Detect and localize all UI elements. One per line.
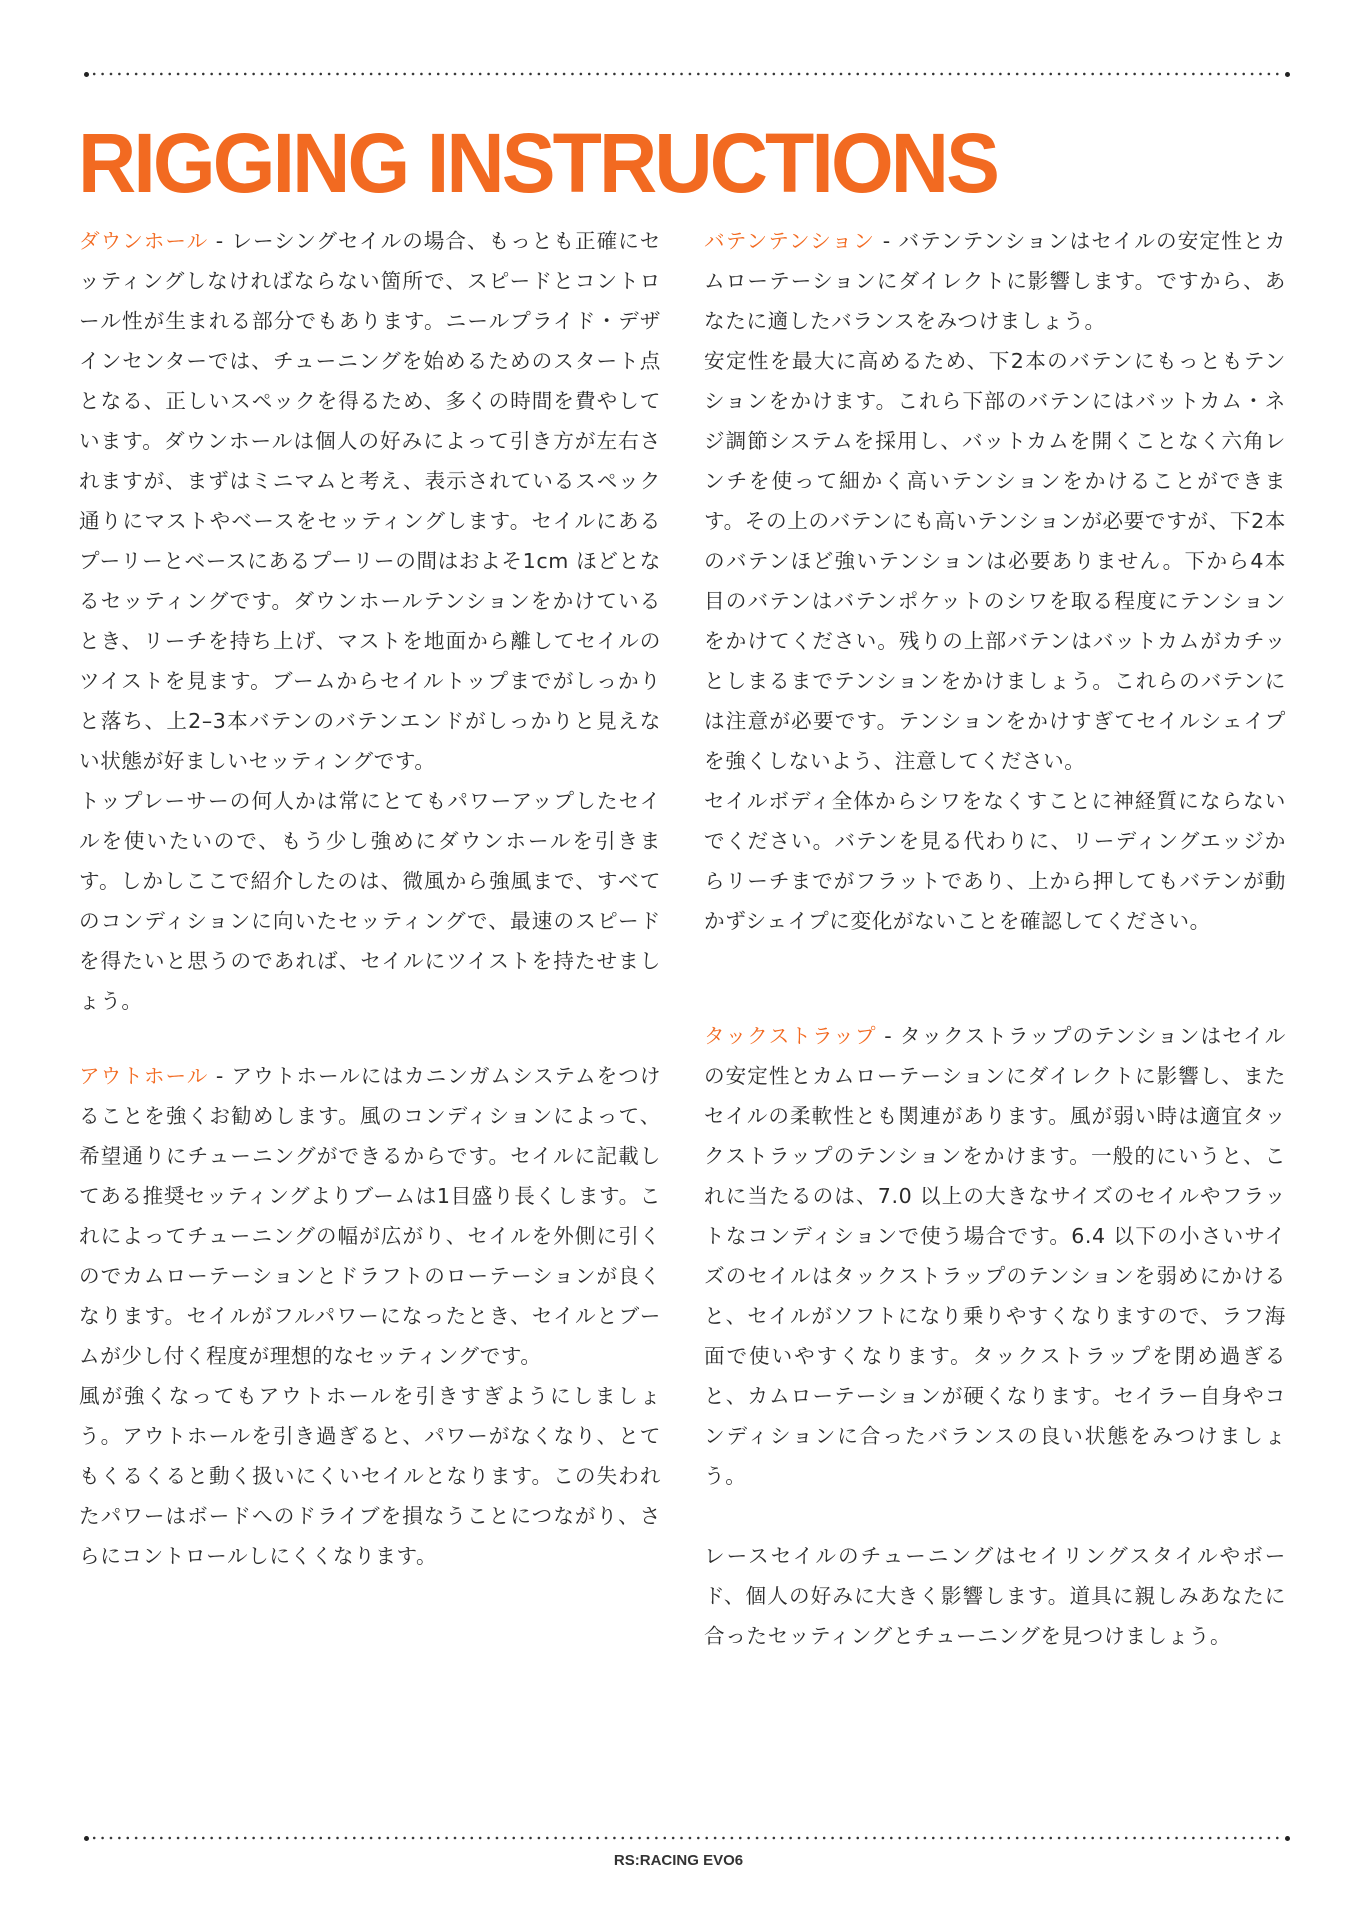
outhaul-paragraph-1: [79, 1056, 661, 1376]
tuning-summary-paragraph: レースセイルのチューニングはセイリングスタイルやボード、個人の好みに大きく影響します。道具に親しみあなたに合ったセッティングとチューニングを見つけましょう。: [704, 1544, 1286, 1648]
downhaul-paragraph-2: トップレーサーの何人かは常にとてもパワーアップしたセイルを使いたいので、もう少し強めにダウンホールを引きます。しかしここで紹介したのは、微風から強風まで、すべてのコンディションに向いたセッティングで、最速のスピードを得たいと思うのであれば、セイルにツイストを持たせましょう。: [79, 789, 661, 1013]
downhaul-heading: ダウンホール: [79, 229, 209, 253]
downhaul-paragraph-1: [79, 221, 661, 781]
batten-dash: -: [875, 229, 899, 253]
paragraph-spacer: [704, 1496, 1286, 1536]
batten-section: [704, 221, 1286, 941]
downhaul-section: [79, 221, 661, 1021]
bottom-dotted-rule: [90, 1835, 1284, 1841]
outhaul-dash: -: [208, 1064, 232, 1088]
outhaul-text-1: アウトホールにはカニンガムシステムをつけることを強くお勧めします。風のコンディションによって、希望通りにチューニングができるからです。セイルに記載してある推奨セッティングよりブームは1目盛り長くします。これによってチューニングの幅が広がり、セイルを外側に引くのでカムローテーションとドラフトのローテーションが良くなります。セイルがフルパワーになったとき、セイルとブームが少し付く程度が理想的なセッティングです。: [79, 1064, 662, 1368]
tack-strap-section: [704, 1016, 1286, 1656]
batten-paragraph-1: [704, 221, 1286, 341]
page-title: RIGGING INSTRUCTIONS: [78, 116, 998, 210]
batten-paragraph-2: 安定性を最大に高めるため、下2本のバテンにもっともテンションをかけます。これら下部のバテンにはバットカム・ネジ調節システムを採用し、バットカムを開くことなく六角レンチを使って細かく高いテンションをかけることができます。その上のバテンにも高いテンションが必要ですが、下2本のバテンほど強いテンションは必要ありません。下から4本目のバテンはバテンポケットのシワを取る程度にテンションをかけてください。残りの上部バテンはバットカムがカチッとしまるまでテンションをかけましょう。これらのバテンには注意が必要です。テンションをかけすぎてセイルシェイプを強くしないよう、注意してください。: [704, 349, 1286, 773]
tack-strap-paragraph-1: [704, 1016, 1286, 1496]
top-dotted-rule: [90, 71, 1284, 77]
batten-heading: バテンテンション: [704, 229, 876, 253]
tack-strap-text-1: タックストラップのテンションはセイルの安定性とカムローテーションにダイレクトに影響し、またセイルの柔軟性とも関連があります。風が弱い時は適宜タックストラップのテンションをかけます。一般的にいうと、これに当たるのは、7.0 以上の大きなサイズのセイルやフラットなコンディションで使う場合です。6.4 以下の小さいサイズのセイルはタックストラップのテンションを弱めにかけると、セイルがソフトになり乗りやすくなりますので、ラフ海面で使いやすくなります。タックストラップを閉め過ぎると、カムローテーションが硬くなります。セイラー自身やコンディションに合ったバランスの良い状態をみつけましょう。: [704, 1024, 1286, 1488]
outhaul-heading: アウトホール: [79, 1064, 209, 1088]
batten-text-1: バテンテンションはセイルの安定性とカムローテーションにダイレクトに影響します。ですから、あなたに適したバランスをみつけましょう。: [704, 229, 1286, 333]
outhaul-paragraph-2: 風が強くなってもアウトホールを引きすぎようにしましょう。アウトホールを引き過ぎると、パワーがなくなり、とてもくるくると動く扱いにくいセイルとなります。この失われたパワーはボードへのドライブを損なうことにつながり、さらにコントロールしにくくなります。: [79, 1384, 661, 1568]
batten-paragraph-3: セイルボディ全体からシワをなくすことに神経質にならないでください。バテンを見る代わりに、リーディングエッジからリーチまでがフラットであり、上から押してもバテンが動かずシェイプに変化がないことを確認してください。: [704, 789, 1286, 933]
tack-strap-heading: タックストラップ: [704, 1024, 877, 1048]
outhaul-section: [79, 1056, 661, 1576]
downhaul-text-1: レーシングセイルの場合、もっとも正確にセッティングしなければならない箇所で、スピードとコントロール性が生まれる部分でもあります。ニールプライド・デザインセンターでは、チューニングを始めるためのスタート点となる、正しいスペックを得るため、多くの時間を費やしています。ダウンホールは個人の好みによって引き方が左右されますが、まずはミニマムと考え、表示されているスペック通りにマストやベースをセッティングします。セイルにあるプーリーとベースにあるプーリーの間はおよそ1cm ほどとなるセッティングです。ダウンホールテンションをかけているとき、リーチを持ち上げ、マストを地面から離してセイルのツイストを見ます。ブームからセイルトップまでがしっかりと落ち、上2–3本バテンのバテンエンドがしっかりと見えない状態が好ましいセッティングです。: [79, 229, 662, 773]
tack-strap-dash: -: [876, 1024, 900, 1048]
downhaul-dash: -: [208, 229, 232, 253]
footer-model-name: RS:RACING EVO6: [613, 1852, 744, 1869]
